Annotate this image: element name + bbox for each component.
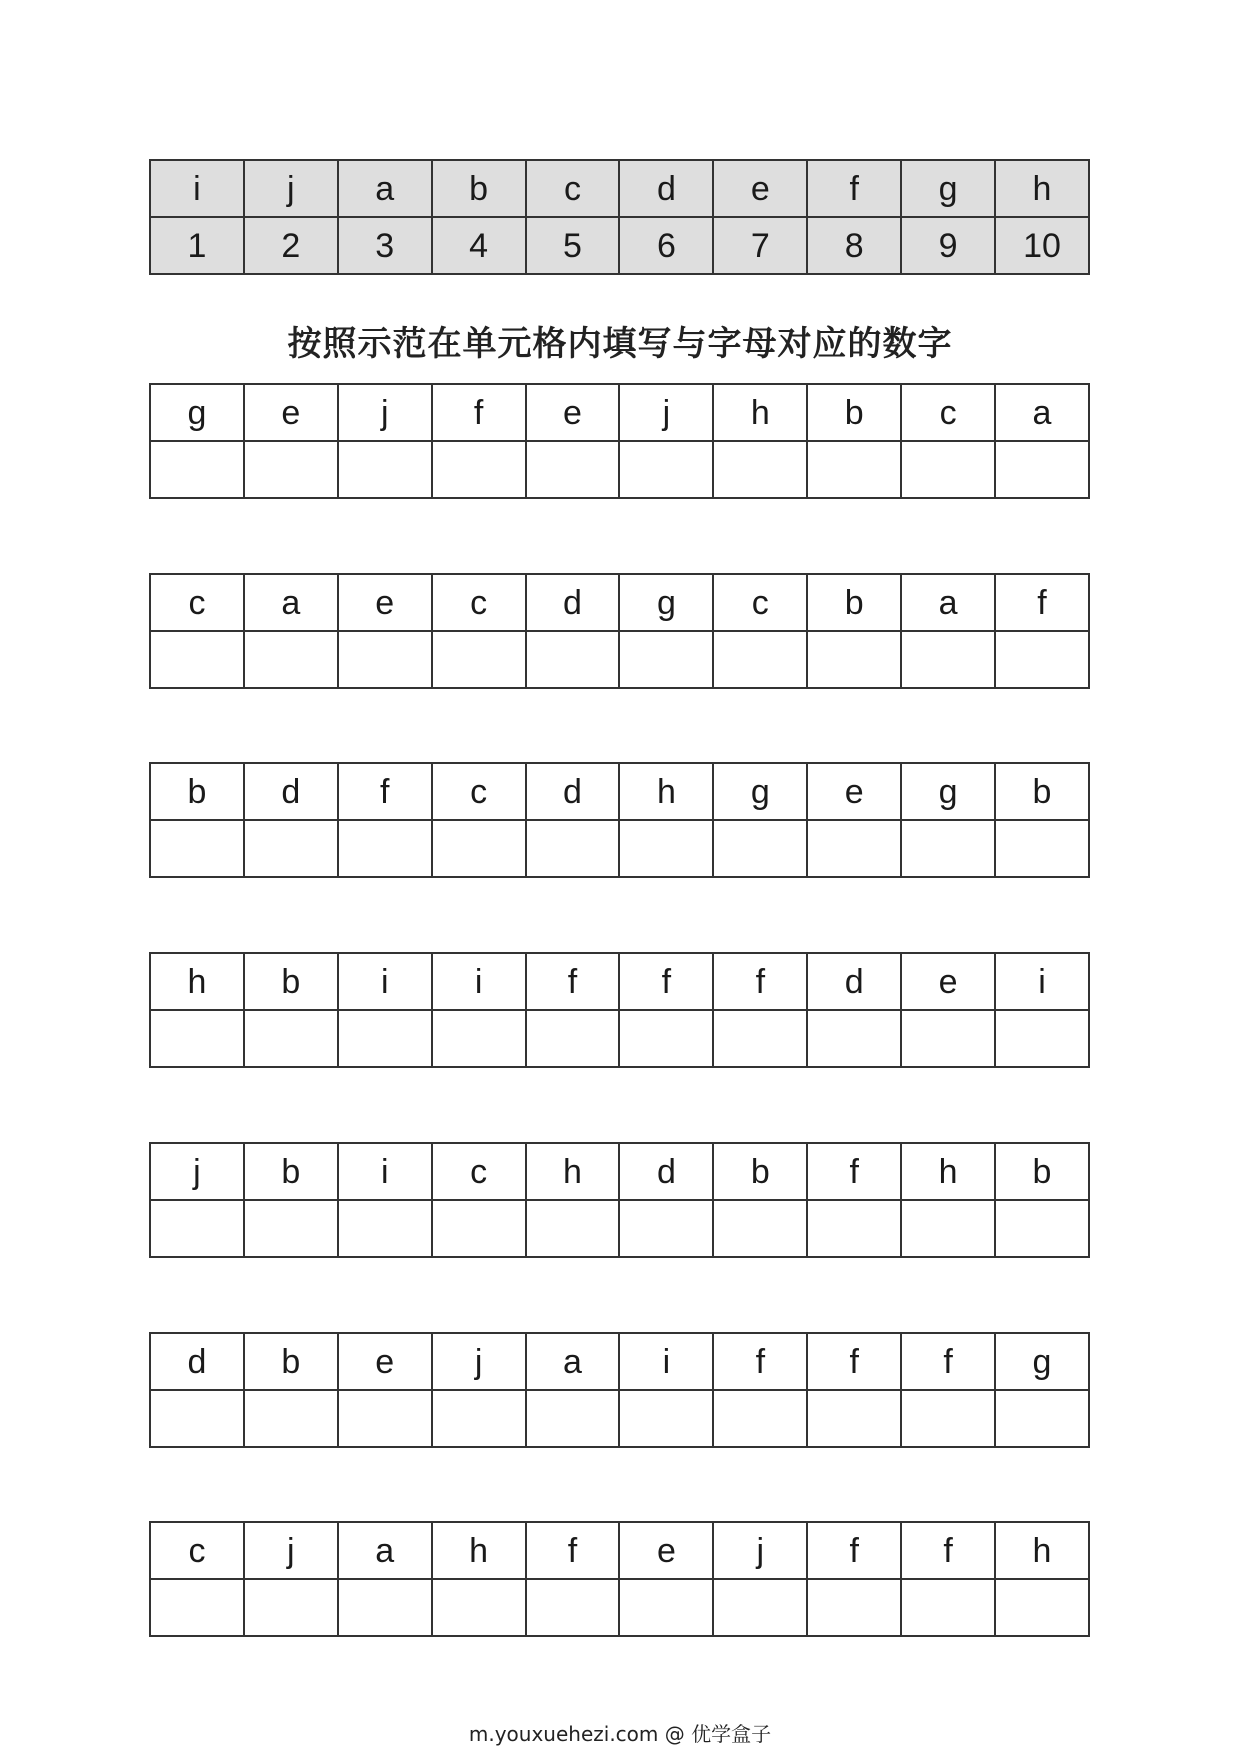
key-letter-cell: j	[244, 160, 338, 217]
exercise-letter-cell: a	[526, 1333, 620, 1390]
answer-cell[interactable]	[995, 1390, 1089, 1447]
answer-cell[interactable]	[713, 820, 807, 877]
exercise-letter-cell: i	[432, 953, 526, 1010]
exercise-table	[149, 762, 1090, 878]
exercise-letter-cell: i	[338, 1143, 432, 1200]
exercise-letter-cell: h	[995, 1522, 1089, 1579]
key-letter-cell: a	[338, 160, 432, 217]
exercise-letter-cell: j	[619, 384, 713, 441]
answer-cell[interactable]	[901, 820, 995, 877]
exercise-letter-cell: a	[901, 574, 995, 631]
answer-cell[interactable]	[150, 1010, 244, 1067]
answer-cell[interactable]	[150, 631, 244, 688]
exercise-letter-cell: b	[995, 1143, 1089, 1200]
answer-cell[interactable]	[244, 1200, 338, 1257]
exercise-letter-cell: f	[807, 1143, 901, 1200]
answer-cell[interactable]	[901, 1390, 995, 1447]
exercise-letter-cell: h	[901, 1143, 995, 1200]
key-number-cell: 6	[619, 217, 713, 274]
exercise-letter-cell: c	[713, 574, 807, 631]
exercise-letter-cell: h	[526, 1143, 620, 1200]
key-number-cell: 5	[526, 217, 620, 274]
answer-cell[interactable]	[901, 441, 995, 498]
key-number-cell: 9	[901, 217, 995, 274]
exercise-letter-row	[150, 384, 1089, 441]
exercise-letter-cell: d	[244, 763, 338, 820]
answer-cell[interactable]	[526, 1200, 620, 1257]
exercise-letter-cell: e	[526, 384, 620, 441]
answer-cell[interactable]	[526, 441, 620, 498]
exercise-letter-cell: d	[526, 763, 620, 820]
key-letter-cell: b	[432, 160, 526, 217]
exercise-letter-cell: c	[150, 1522, 244, 1579]
answer-cell[interactable]	[619, 820, 713, 877]
key-letter-cell: f	[807, 160, 901, 217]
exercise-letter-cell: a	[338, 1522, 432, 1579]
exercise-letter-cell: f	[526, 953, 620, 1010]
answer-cell[interactable]	[807, 631, 901, 688]
answer-cell[interactable]	[432, 1579, 526, 1636]
exercise-letter-cell: c	[901, 384, 995, 441]
exercise-letter-cell: b	[244, 953, 338, 1010]
answer-cell[interactable]	[526, 631, 620, 688]
answer-cell[interactable]	[619, 1579, 713, 1636]
answer-cell[interactable]	[432, 820, 526, 877]
answer-cell[interactable]	[338, 631, 432, 688]
exercise-letter-cell: f	[713, 953, 807, 1010]
answer-cell[interactable]	[338, 1390, 432, 1447]
key-letter-row	[150, 160, 1089, 217]
instruction-title: 按照示范在单元格内填写与字母对应的数字	[287, 324, 953, 364]
answer-cell[interactable]	[807, 1390, 901, 1447]
answer-cell[interactable]	[995, 1200, 1089, 1257]
exercise-letter-cell: b	[807, 574, 901, 631]
answer-cell[interactable]	[619, 631, 713, 688]
exercise-letter-cell: f	[338, 763, 432, 820]
exercise-letter-row	[150, 1333, 1089, 1390]
exercise-letter-cell: f	[432, 384, 526, 441]
answer-cell[interactable]	[244, 631, 338, 688]
answer-cell[interactable]	[619, 441, 713, 498]
answer-cell[interactable]	[619, 1390, 713, 1447]
answer-cell[interactable]	[713, 1390, 807, 1447]
answer-cell[interactable]	[526, 1390, 620, 1447]
answer-cell[interactable]	[901, 1010, 995, 1067]
key-letter-cell: e	[713, 160, 807, 217]
exercise-letter-cell: h	[432, 1522, 526, 1579]
exercise-answer-row	[150, 441, 1089, 498]
exercise-letter-cell: j	[150, 1143, 244, 1200]
exercise-letter-row	[150, 1143, 1089, 1200]
exercise-letter-cell: i	[338, 953, 432, 1010]
exercise-letter-cell: h	[713, 384, 807, 441]
answer-cell[interactable]	[432, 1390, 526, 1447]
exercise-letter-row	[150, 763, 1089, 820]
answer-cell[interactable]	[901, 1200, 995, 1257]
key-number-cell: 10	[995, 217, 1089, 274]
answer-cell[interactable]	[807, 1200, 901, 1257]
key-letter-cell: g	[901, 160, 995, 217]
exercise-letter-cell: e	[901, 953, 995, 1010]
exercise-letter-cell: a	[244, 574, 338, 631]
exercise-answer-row	[150, 1200, 1089, 1257]
key-number-cell: 7	[713, 217, 807, 274]
exercise-letter-row	[150, 953, 1089, 1010]
answer-cell[interactable]	[338, 1579, 432, 1636]
answer-cell[interactable]	[244, 1579, 338, 1636]
exercise-answer-row	[150, 1010, 1089, 1067]
answer-cell[interactable]	[338, 820, 432, 877]
footer-text: m.youxuehezi.com @ 优学盒子	[468, 1722, 772, 1746]
answer-cell[interactable]	[432, 1010, 526, 1067]
exercise-letter-cell: h	[150, 953, 244, 1010]
answer-cell[interactable]	[432, 631, 526, 688]
answer-cell[interactable]	[150, 1579, 244, 1636]
answer-cell[interactable]	[526, 1579, 620, 1636]
exercise-letter-cell: f	[807, 1522, 901, 1579]
exercise-letter-cell: d	[150, 1333, 244, 1390]
key-letter-cell: h	[995, 160, 1089, 217]
exercise-letter-cell: c	[150, 574, 244, 631]
key-number-cell: 8	[807, 217, 901, 274]
exercise-letter-cell: e	[338, 1333, 432, 1390]
exercise-table	[149, 383, 1090, 499]
exercise-letter-cell: e	[807, 763, 901, 820]
exercise-letter-cell: f	[901, 1333, 995, 1390]
key-number-cell: 2	[244, 217, 338, 274]
exercise-letter-cell: g	[995, 1333, 1089, 1390]
exercise-letter-cell: b	[244, 1333, 338, 1390]
answer-cell[interactable]	[619, 1200, 713, 1257]
answer-cell[interactable]	[432, 441, 526, 498]
exercise-letter-cell: b	[995, 763, 1089, 820]
exercise-letter-row	[150, 1522, 1089, 1579]
exercise-letter-cell: h	[619, 763, 713, 820]
answer-cell[interactable]	[807, 441, 901, 498]
exercise-answer-row	[150, 1390, 1089, 1447]
exercise-table	[149, 573, 1090, 689]
exercise-letter-cell: b	[713, 1143, 807, 1200]
answer-cell[interactable]	[901, 631, 995, 688]
answer-cell[interactable]	[150, 441, 244, 498]
exercise-letter-cell: j	[432, 1333, 526, 1390]
exercise-table	[149, 1332, 1090, 1448]
answer-cell[interactable]	[338, 1200, 432, 1257]
exercise-letter-cell: e	[244, 384, 338, 441]
answer-cell[interactable]	[713, 441, 807, 498]
answer-cell[interactable]	[995, 631, 1089, 688]
exercise-letter-cell: i	[995, 953, 1089, 1010]
answer-cell[interactable]	[150, 1390, 244, 1447]
exercise-letter-cell: a	[995, 384, 1089, 441]
exercise-letter-cell: d	[807, 953, 901, 1010]
exercise-letter-cell: e	[338, 574, 432, 631]
exercise-letter-cell: d	[619, 1143, 713, 1200]
key-number-row	[150, 217, 1089, 274]
exercise-answer-row	[150, 820, 1089, 877]
exercise-letter-cell: f	[995, 574, 1089, 631]
answer-cell[interactable]	[150, 1200, 244, 1257]
answer-cell[interactable]	[995, 1010, 1089, 1067]
key-number-cell: 1	[150, 217, 244, 274]
answer-cell[interactable]	[995, 441, 1089, 498]
answer-cell[interactable]	[901, 1579, 995, 1636]
exercise-letter-cell: e	[619, 1522, 713, 1579]
answer-cell[interactable]	[619, 1010, 713, 1067]
answer-cell[interactable]	[807, 1010, 901, 1067]
answer-cell[interactable]	[150, 820, 244, 877]
exercise-letter-cell: c	[432, 574, 526, 631]
exercise-letter-cell: g	[713, 763, 807, 820]
answer-cell[interactable]	[807, 1579, 901, 1636]
key-letter-cell: d	[619, 160, 713, 217]
exercise-table	[149, 952, 1090, 1068]
exercise-answer-row	[150, 1579, 1089, 1636]
exercise-table	[149, 1142, 1090, 1258]
exercise-letter-cell: b	[150, 763, 244, 820]
answer-cell[interactable]	[244, 1010, 338, 1067]
exercise-letter-cell: c	[432, 1143, 526, 1200]
exercise-letter-cell: g	[150, 384, 244, 441]
key-letter-cell: i	[150, 160, 244, 217]
exercise-letter-cell: c	[432, 763, 526, 820]
answer-cell[interactable]	[995, 820, 1089, 877]
key-number-cell: 3	[338, 217, 432, 274]
exercise-letter-cell: f	[713, 1333, 807, 1390]
exercise-letter-cell: f	[807, 1333, 901, 1390]
answer-cell[interactable]	[526, 820, 620, 877]
exercise-letter-row	[150, 574, 1089, 631]
exercise-letter-cell: j	[338, 384, 432, 441]
exercise-letter-cell: j	[244, 1522, 338, 1579]
exercise-letter-cell: f	[619, 953, 713, 1010]
exercise-letter-cell: f	[526, 1522, 620, 1579]
key-table	[149, 159, 1090, 275]
answer-cell[interactable]	[807, 820, 901, 877]
key-number-cell: 4	[432, 217, 526, 274]
answer-cell[interactable]	[244, 1390, 338, 1447]
exercise-letter-cell: g	[619, 574, 713, 631]
answer-cell[interactable]	[244, 820, 338, 877]
exercise-letter-cell: f	[901, 1522, 995, 1579]
answer-cell[interactable]	[713, 1010, 807, 1067]
answer-cell[interactable]	[995, 1579, 1089, 1636]
key-letter-cell: c	[526, 160, 620, 217]
exercise-table	[149, 1521, 1090, 1637]
answer-cell[interactable]	[526, 1010, 620, 1067]
answer-cell[interactable]	[244, 441, 338, 498]
exercise-letter-cell: d	[526, 574, 620, 631]
exercise-letter-cell: b	[807, 384, 901, 441]
exercise-answer-row	[150, 631, 1089, 688]
exercise-letter-cell: b	[244, 1143, 338, 1200]
answer-cell[interactable]	[713, 631, 807, 688]
answer-cell[interactable]	[338, 441, 432, 498]
exercise-letter-cell: i	[619, 1333, 713, 1390]
answer-cell[interactable]	[338, 1010, 432, 1067]
exercise-letter-cell: j	[713, 1522, 807, 1579]
answer-cell[interactable]	[713, 1579, 807, 1636]
answer-cell[interactable]	[713, 1200, 807, 1257]
answer-cell[interactable]	[432, 1200, 526, 1257]
exercise-letter-cell: g	[901, 763, 995, 820]
